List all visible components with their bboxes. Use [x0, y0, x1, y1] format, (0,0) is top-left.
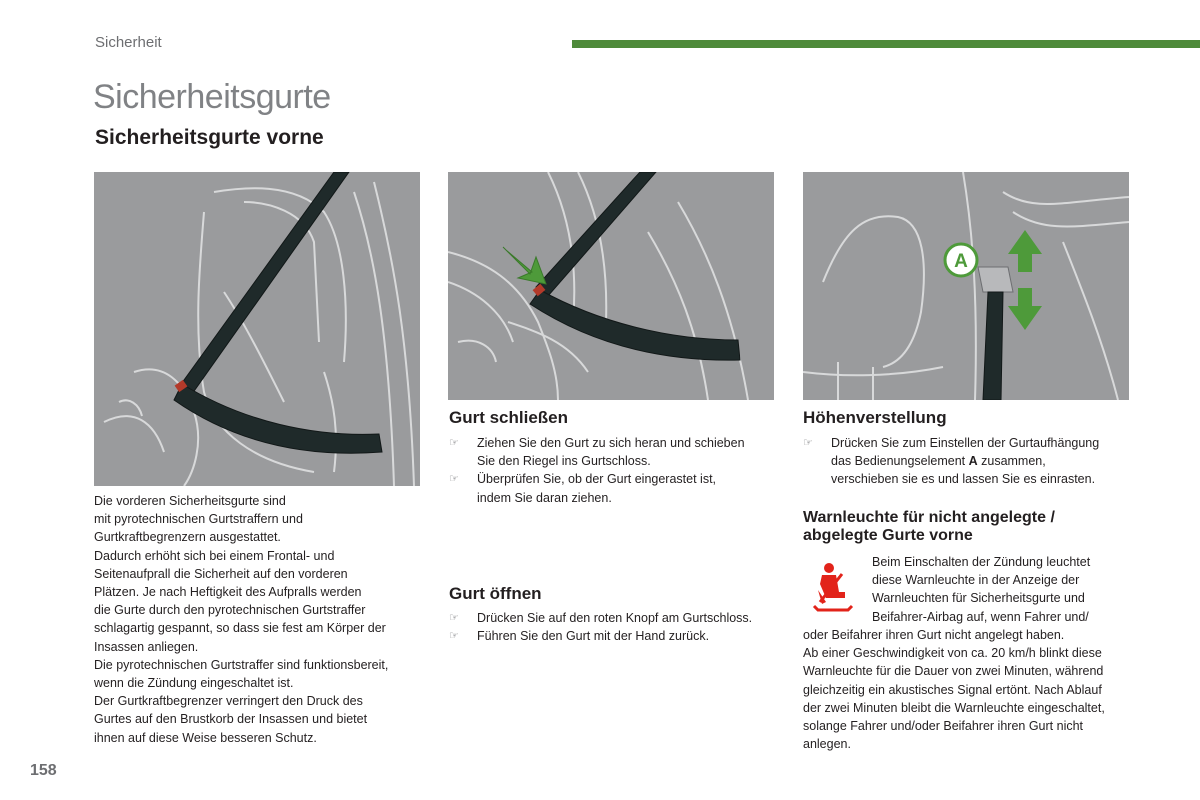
warning-wrapped-text: Beim Einschalten der Zündung leuchtet diese Warnleuchte in der Anzeige der Warnleuchten für Sicherheitsgurte und Beifahrer-Airbag auf, wenn Fahrer und/: [872, 555, 1091, 624]
list-item: ☞ Drücken Sie auf den roten Knopf am Gurtschloss.: [449, 609, 789, 627]
control-label-a: A: [954, 251, 968, 272]
list-item: ☞ Ziehen Sie den Gurt zu sich heran und schieben Sie den Riegel ins Gurtschloss.: [449, 436, 745, 469]
pointing-hand-icon: ☞: [449, 612, 459, 624]
header-accent-bar: [572, 40, 1200, 48]
list-item: ☞ Führen Sie den Gurt mit der Hand zurück.: [449, 627, 789, 645]
page-title: Sicherheitsgurte: [93, 78, 331, 116]
buckle-fastening-illustration: [448, 172, 774, 400]
page-number: 158: [30, 762, 57, 779]
warning-body-text: oder Beifahrer ihren Gurt nicht angelegt haben. Ab einer Geschwindigkeit von ca. 20 km/h blinkt diese Warnleuchte für die Dauer von zwei Minuten, während gleichzeitig ein akustisches Signal ertönt. Nach Ablauf der zwei Minuten bleibt die Warnleuchte eingeschaltet, solange Fahrer und/oder Beifahrer ihren Gurt nicht anlegen.: [803, 628, 1105, 752]
pointing-hand-icon: ☞: [803, 437, 813, 449]
arrow-icon: [503, 247, 546, 284]
height-list: [803, 434, 1143, 489]
unfasten-heading: Gurt öffnen: [449, 584, 542, 603]
section-label: Sicherheit: [95, 34, 162, 51]
page-subtitle: Sicherheitsgurte vorne: [95, 126, 324, 149]
intro-paragraph: Die vorderen Sicherheitsgurte sind mit pyrotechnischen Gurtstraffern und Gurtkraftbegrenzern ausgestattet. Dadurch erhöht sich bei einem Frontal- und Seitenaufprall die Sicherheit auf den vorderen Plätzen. Je nach Heftigkeit des Aufpralls werden die Gurte durch den pyrotechnischen Gurtstraffer schlagartig gespannt, so dass sie fest am Körper der Insassen anliegen. Die pyrotechnischen Gurtstraffer sind funktionsbereit, wenn die Zündung eingeschaltet ist. Der Gurtkraftbegrenzer verringert den Druck des Gurtes auf den Brustkorb der Insassen und bietet ihnen auf diese Weise besseren Schutz.: [94, 494, 389, 745]
warning-heading: Warnleuchte für nicht angelegte / abgelegte Gurte vorne: [803, 509, 1055, 544]
fasten-list: [449, 434, 779, 507]
height-heading: Höhenverstellung: [803, 408, 947, 427]
pointing-hand-icon: ☞: [449, 437, 459, 449]
list-item: ☞ Überprüfen Sie, ob der Gurt eingerastet ist, indem Sie daran ziehen.: [449, 472, 717, 505]
height-adjustment-illustration: [803, 172, 1129, 400]
seatbelt-warning-icon: [812, 562, 854, 612]
fasten-heading: Gurt schließen: [449, 408, 569, 427]
pointing-hand-icon: ☞: [449, 473, 459, 486]
list-item: ☞ Drücken Sie zum Einstellen der Gurtaufhängung das Bedienungselement A zusammen, verschieben sie es und lassen Sie es einrasten.: [803, 436, 1100, 487]
unfasten-list: [449, 609, 789, 645]
pointing-hand-icon: ☞: [449, 630, 459, 643]
front-seat-belt-illustration: [94, 172, 420, 486]
